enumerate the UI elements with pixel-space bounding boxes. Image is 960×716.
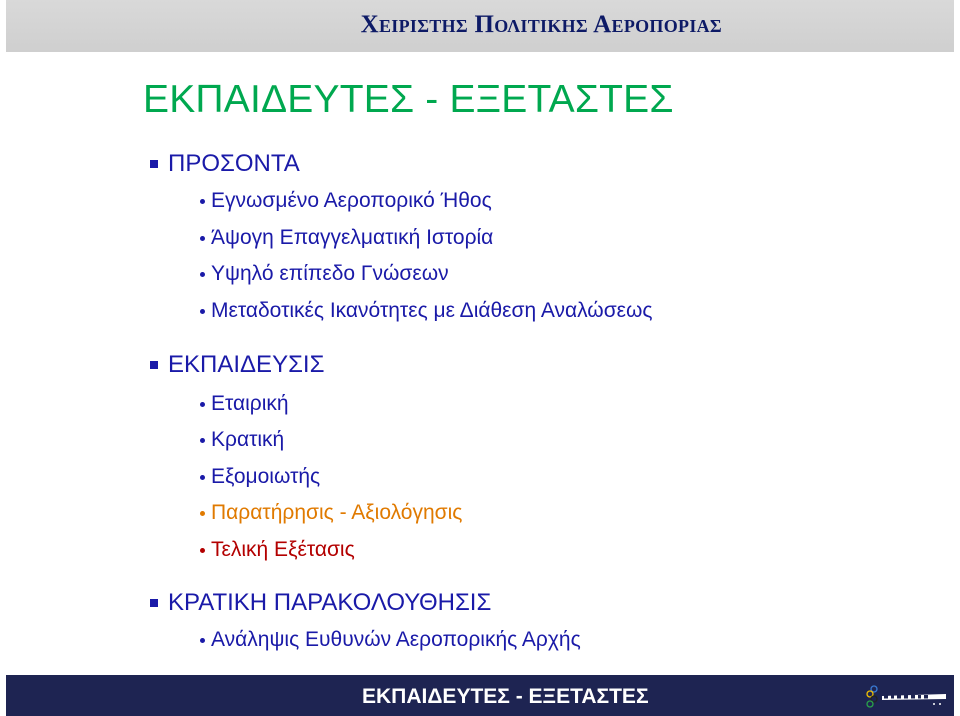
section-heading-training <box>150 351 324 379</box>
list-item <box>200 299 653 323</box>
list-item-label: Άψογη Επαγγελματική Ιστορία <box>211 226 494 249</box>
bullet-icon <box>200 309 205 314</box>
list-item-label: Κρατική <box>211 428 285 451</box>
header-title: Χειριστησ Πολιτικησ Αεροποριασ <box>360 11 722 38</box>
bullet-icon <box>200 272 205 277</box>
list-item-label: Εταιρική <box>211 392 289 415</box>
list-item-label: Μεταδοτικές Ικανότητες με Διάθεση Αναλώσεως <box>211 299 653 322</box>
section-heading-label: ΠΡΟΣΟΝΤΑ <box>168 150 300 177</box>
bullet-icon <box>200 402 205 407</box>
list-item-label: Παρατήρησις - Αξιολόγησις <box>211 501 463 524</box>
bullet-icon <box>200 511 205 516</box>
list-item-label: Ανάληψις Ευθυνών Αεροπορικής Αρχής <box>211 628 581 651</box>
list-item-label: Τελική Εξέτασις <box>211 538 355 561</box>
header-bar <box>6 0 954 52</box>
list-item <box>200 428 284 452</box>
list-item-label: Εξομοιωτής <box>211 465 321 488</box>
section-heading-state-supervision <box>150 589 491 617</box>
list-item <box>200 189 492 213</box>
section-heading-label: ΕΚΠΑΙΔΕΥΣΙΣ <box>168 351 325 378</box>
bullet-icon <box>200 548 205 553</box>
bullet-icon <box>200 638 205 643</box>
list-item <box>200 501 462 525</box>
list-item <box>200 538 355 562</box>
list-item-label: Εγνωσμένο Αεροπορικό Ήθος <box>211 189 492 212</box>
list-item <box>200 262 449 286</box>
section-heading-label: ΚΡΑΤΙΚΗ ΠΑΡΑΚΟΛΟΥΘΗΣΙΣ <box>168 589 492 616</box>
bullet-icon <box>200 438 205 443</box>
section-heading-qualifications <box>150 150 300 178</box>
olympic-logo-icon <box>864 683 948 709</box>
square-bullet-icon <box>150 599 158 607</box>
footer-bar <box>6 675 954 716</box>
list-item <box>200 628 581 652</box>
bullet-icon <box>200 199 205 204</box>
bullet-icon <box>200 236 205 241</box>
page-title: ΕΚΠΑΙΔΕΥΤΕΣ - ΕΞΕΤΑΣΤΕΣ <box>143 78 674 121</box>
list-item-label: Υψηλό επίπεδο Γνώσεων <box>211 262 449 285</box>
list-item <box>200 392 289 416</box>
square-bullet-icon <box>150 361 158 369</box>
footer-title: ΕΚΠΑΙΔΕΥΤΕΣ - ΕΞΕΤΑΣΤΕΣ <box>362 685 649 708</box>
bullet-icon <box>200 475 205 480</box>
list-item <box>200 226 493 250</box>
list-item <box>200 465 320 489</box>
square-bullet-icon <box>150 160 158 168</box>
